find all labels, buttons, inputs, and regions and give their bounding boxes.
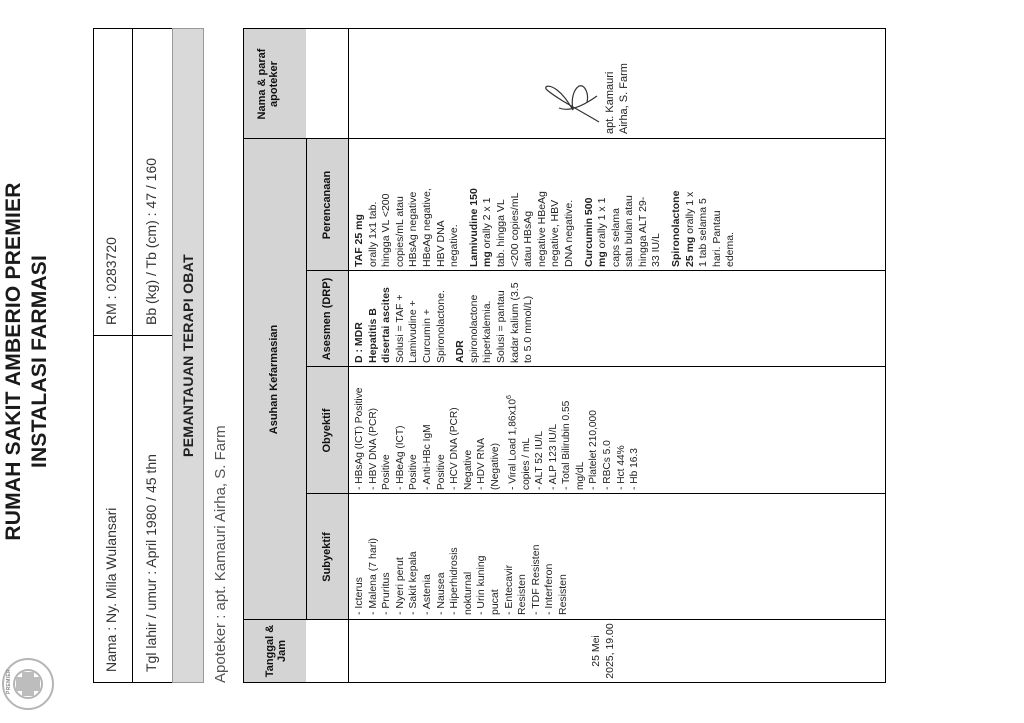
objective-line: - HBV DNA (PCR) <box>367 407 379 490</box>
adr-label: ADR <box>454 340 467 363</box>
header-pharmaceutical-care: Asuhan Kefarmasian <box>268 324 280 435</box>
subjective-line: - Interferon <box>543 563 556 615</box>
objective-line: - HBeAg (ICT) <box>394 425 406 490</box>
plan-spironolactone-dose: 25 mg <box>683 236 696 267</box>
assessment-diagnosis: disertai ascites <box>380 287 393 363</box>
objective-line: Positive <box>408 454 420 490</box>
subjective-line: - Nyeri perut <box>393 557 406 615</box>
assessment-solution-line: Curcumin + <box>420 309 433 363</box>
adr-line: Solusi = pantau <box>494 290 507 363</box>
hospital-name: RUMAH SAKIT AMBERIO PREMIER <box>2 182 25 541</box>
department-name: INSTALASI FARMASI <box>28 255 51 469</box>
objective-line: - Hct 44% <box>615 445 627 490</box>
plan-lamivudine-dose: mg <box>481 251 494 267</box>
plan-spironolactone-first-line <box>684 140 698 267</box>
objective-line: - Hb 16.3 <box>629 448 641 490</box>
pharmacist-line: Apoteker : apt. Kamauri Airha, S. Farm <box>212 425 229 683</box>
objective-line: - Platelet 210,000 <box>588 410 600 490</box>
plan-spironolactone-line: hari. Pantau <box>710 210 723 267</box>
plan-taf-line: orally 1x1 tab. <box>366 201 379 267</box>
objective-line: (Negative) <box>489 443 501 490</box>
subjective-line: pucat <box>488 589 501 615</box>
plan-spironolactone-title: Spironolactone <box>670 190 683 267</box>
subjective-line: - Sakit kepala <box>407 551 420 615</box>
objective-line: - RBCs 5.0 <box>602 440 614 490</box>
subjective-line: - Pruritus <box>380 572 393 615</box>
assessment-solution-line: Spironolactone. <box>434 290 447 363</box>
header-subjective: Subyektif <box>321 532 333 582</box>
subjective-line: Resisten <box>516 574 529 615</box>
subjective-line: - TDF Resisten <box>529 544 542 615</box>
plan-curcumin-line: caps selama <box>609 208 622 267</box>
header-plan: Perencanaan <box>321 170 333 240</box>
adr-line: spironolactone <box>467 294 480 363</box>
subjective-line: - Entecavir <box>502 564 515 615</box>
objective-line: - HCV DNA (PCR) <box>449 407 461 490</box>
adr-line: hiperkalemia. <box>481 300 494 363</box>
objective-line: - ALP 123 IU/L <box>547 423 559 490</box>
subjective-line: - Hiperhidrosis <box>448 547 461 615</box>
plan-taf-title: TAF 25 mg <box>353 214 365 267</box>
patient-weight-height: Bb (kg) / Tb (cm) : 47 / 160 <box>143 157 159 325</box>
plan-taf-line: HBeAg negative, <box>420 188 433 267</box>
patient-info-box <box>93 28 173 683</box>
objective-line: - Anti-HBc IgM <box>421 424 433 490</box>
date-text: 25 Mei <box>590 635 602 667</box>
objective-cell <box>353 368 642 490</box>
plan-lamivudine-title: Lamivudine 150 <box>467 188 480 267</box>
subjective-line: - Urin kuning <box>475 555 488 615</box>
objective-line: mg/dL <box>574 461 586 490</box>
subjective-line: nokturnal <box>461 571 474 615</box>
signature-name-line: apt. Kamauri <box>604 71 616 134</box>
plan-curcumin-dose: mg <box>596 251 609 267</box>
header-signature: Nama & paraf apoteker <box>256 48 280 120</box>
viral-load-text: - Viral Load 1,86x10 <box>506 399 518 490</box>
monitoring-table <box>243 28 886 683</box>
plan-spironolactone-line: edema. <box>724 231 737 267</box>
plan-lamivudine-line: atau HBsAg <box>522 210 535 267</box>
subjective-line: - Icterus <box>353 577 365 615</box>
assessment-d-label: D : MDR <box>353 322 365 363</box>
assessment-solution-line: Lamivudine + <box>407 300 420 363</box>
plan-taf-line: HBsAg negative <box>407 191 420 267</box>
plan-curcumin-line: satu bulan atau <box>623 195 636 267</box>
objective-line: - ALT 52 IU/L <box>534 430 546 490</box>
subjective-line: - Malena (7 hari) <box>366 537 379 615</box>
objective-line: - Total Bilirubin 0.55 <box>561 400 573 490</box>
subjective-line: - Astenia <box>420 574 433 615</box>
plan-curcumin-title: Curcumin 500 <box>582 197 595 267</box>
plan-curcumin-line: hingga ALT 29- <box>636 196 649 267</box>
assessment-cell <box>353 273 536 363</box>
plan-lamivudine-line: negative, HBV <box>549 199 562 267</box>
plan-curcumin-first-line <box>596 140 610 267</box>
medical-record-number: RM : 0283720 <box>103 237 119 325</box>
plan-lamivudine-line: negative HBeAg <box>535 191 548 267</box>
plan-curcumin-line: 33 IU/L <box>650 233 663 267</box>
header-date-time: Tanggal & Jam <box>264 624 288 678</box>
subjective-line: - Nausea <box>434 572 447 615</box>
objective-line: - HBsAg (ICT) Positive <box>354 387 365 490</box>
plan-lamivudine-line: <200 copies/mL <box>508 192 521 267</box>
plan-taf-line: hingga VL <200 <box>380 193 393 267</box>
logo-text-top: PREMIER <box>6 669 12 694</box>
patient-dob-age: Tgl lahir / umur : April 1980 / 45 thn <box>143 454 159 672</box>
plan-lamivudine-line: tab. hingga VL <box>494 199 507 267</box>
objective-line: copies / mL <box>520 437 532 490</box>
subjective-line: Resisten <box>556 574 569 615</box>
adr-line: to 5.0 mmol/L) <box>522 295 535 363</box>
assessment-solution-line: Solusi = TAF + <box>393 294 406 363</box>
adr-line: kadar kalium (3.5 <box>508 282 521 363</box>
objective-line-viral-load <box>503 368 520 490</box>
plan-taf-line: HBV DNA <box>434 220 447 267</box>
plan-spironolactone-text: orally 1 x <box>683 191 696 237</box>
plan-cell <box>353 140 738 267</box>
objective-line: - HDV RNA <box>476 437 488 490</box>
objective-line: Negative <box>462 449 474 490</box>
plan-spironolactone-line: 1 tab selama 5 <box>697 198 710 267</box>
plan-lamivudine-line: DNA negative. <box>562 199 575 267</box>
header-assessment: Asesmen (DRP) <box>321 277 333 361</box>
plan-lamivudine-text: orally 2 x 1 <box>481 197 494 252</box>
time-text: 2025, 19.00 <box>603 623 616 679</box>
objective-line: Positive <box>435 454 447 490</box>
objective-line: Positive <box>381 454 393 490</box>
pharmacist-signature <box>539 70 609 130</box>
plan-lamivudine-first-line <box>481 140 495 267</box>
header-objective: Obyektif <box>321 408 333 453</box>
assessment-diagnosis: Hepatitis B <box>366 308 379 363</box>
subjective-cell <box>353 497 571 615</box>
plan-taf-line: copies/mL atau <box>393 196 406 267</box>
viral-load-exponent: 6 <box>505 395 513 399</box>
plan-taf-line: negative. <box>448 224 461 267</box>
signature-name-line: Airha, S. Farm <box>617 63 630 134</box>
signature-name-cell <box>604 30 631 134</box>
plan-curcumin-text: orally 1 x 1 <box>596 197 609 252</box>
date-cell <box>590 622 617 680</box>
patient-name: Nama : Ny. Mila Wulansari <box>103 507 119 672</box>
section-title: PEMANTAUAN TERAPI OBAT <box>172 28 204 683</box>
